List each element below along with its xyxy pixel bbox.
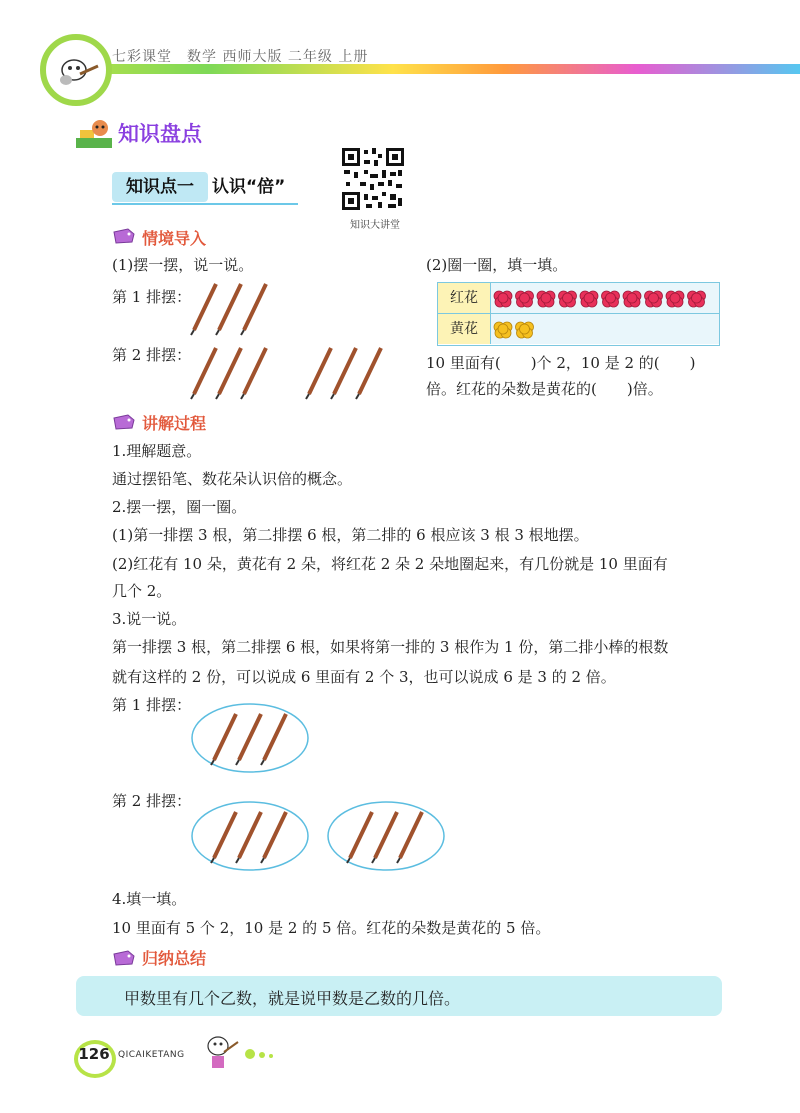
step4-text: 10 里面有 5 个 2，10 是 2 的 5 倍。红花的朵数是黄花的 5 倍。 — [112, 919, 551, 937]
pencils-row1 — [186, 280, 276, 336]
pencil-icon — [241, 284, 266, 335]
knowledge-point-label: 知识点一 — [112, 172, 208, 202]
summary-text: 甲数里有几个乙数，就是说甲数是乙数的几倍。 — [124, 989, 461, 1008]
intro-right-title: (2)圈一圈，填一填。 — [426, 256, 568, 274]
step2-a: (1)第一排摆 3 根，第二排摆 6 根，第二排的 6 根应该 3 根 3 根地摆。 — [112, 526, 589, 544]
flower-icon — [645, 291, 663, 307]
pencils-row2 — [186, 344, 396, 400]
circled-pencils-row1 — [186, 700, 316, 776]
flower-icon — [537, 291, 555, 307]
pencil-icon — [216, 284, 241, 335]
footer-mascot-icon — [200, 1032, 280, 1076]
section-title: 知识盘点 — [118, 122, 202, 146]
intro-left-title: (1)摆一摆，说一说。 — [112, 256, 254, 274]
circled-pencils-row2 — [186, 798, 451, 874]
explain-row1-label: 第 1 排摆： — [112, 696, 192, 714]
flower-icon — [688, 291, 706, 307]
mascot-logo — [40, 34, 112, 106]
knowledge-point-topic: 认识“倍” — [212, 177, 286, 197]
flower-icon — [494, 322, 512, 338]
red-flower-label: 红花 — [438, 283, 491, 313]
flower-icon — [623, 291, 641, 307]
pencil-icon — [191, 284, 216, 335]
qr-caption: 知识大讲堂 — [350, 220, 400, 231]
header-title: 七彩课堂 数学 西师大版 二年级 上册 — [112, 49, 369, 65]
step2-title: 2.摆一摆，圈一圈。 — [112, 498, 247, 516]
yellow-flower-label: 黄花 — [438, 314, 491, 344]
books-mascot-icon — [74, 116, 114, 150]
flower-icon — [666, 291, 684, 307]
intro-row2-label: 第 2 排摆： — [112, 346, 192, 364]
tag-icon — [112, 228, 136, 244]
step3-line2: 就有这样的 2 份，可以说成 6 里面有 2 个 3，也可以说成 6 是 3 的 2 倍。 — [112, 668, 616, 686]
step1-text: 通过摆铅笔、数花朵认识倍的概念。 — [112, 470, 353, 488]
flower-icon — [559, 291, 577, 307]
knowledge-point-banner — [112, 172, 294, 204]
fill-question-line1: 10 里面有( )个 2，10 是 2 的( ) — [426, 354, 696, 372]
explain-heading: 讲解过程 — [142, 414, 207, 433]
flower-icon — [516, 322, 534, 338]
tag-icon — [112, 950, 136, 966]
step3-title: 3.说一说。 — [112, 610, 187, 628]
page-number: 126 — [78, 1045, 110, 1063]
flower-icon — [580, 291, 598, 307]
qr-code-icon[interactable] — [340, 146, 406, 212]
tag-icon — [112, 414, 136, 430]
intro-heading: 情境导入 — [142, 229, 207, 248]
flower-icon — [494, 291, 512, 307]
explain-row2-label: 第 2 排摆： — [112, 792, 192, 810]
footer-brand: QICAIKETANG — [118, 1050, 185, 1060]
flower-icon — [602, 291, 620, 307]
fill-question-line2: 倍。红花的朵数是黄花的( )倍。 — [426, 380, 663, 398]
yellow-flowers — [491, 314, 719, 344]
flower-table — [437, 282, 720, 346]
red-flowers — [491, 283, 719, 313]
step2-b-line1: (2)红花有 10 朵，黄花有 2 朵，将红花 2 朵 2 朵地圈起来，有几份就是 10 里面有 — [112, 555, 668, 573]
step2-b-line2: 几个 2。 — [112, 582, 172, 600]
step3-line1: 第一排摆 3 根，第二排摆 6 根，如果将第一排的 3 根作为 1 份，第二排小棒的根数 — [112, 638, 669, 656]
flower-icon — [516, 291, 534, 307]
step4-title: 4.填一填。 — [112, 890, 187, 908]
summary-heading: 归纳总结 — [142, 949, 207, 968]
step1-title: 1.理解题意。 — [112, 442, 202, 460]
intro-row1-label: 第 1 排摆： — [112, 288, 192, 306]
